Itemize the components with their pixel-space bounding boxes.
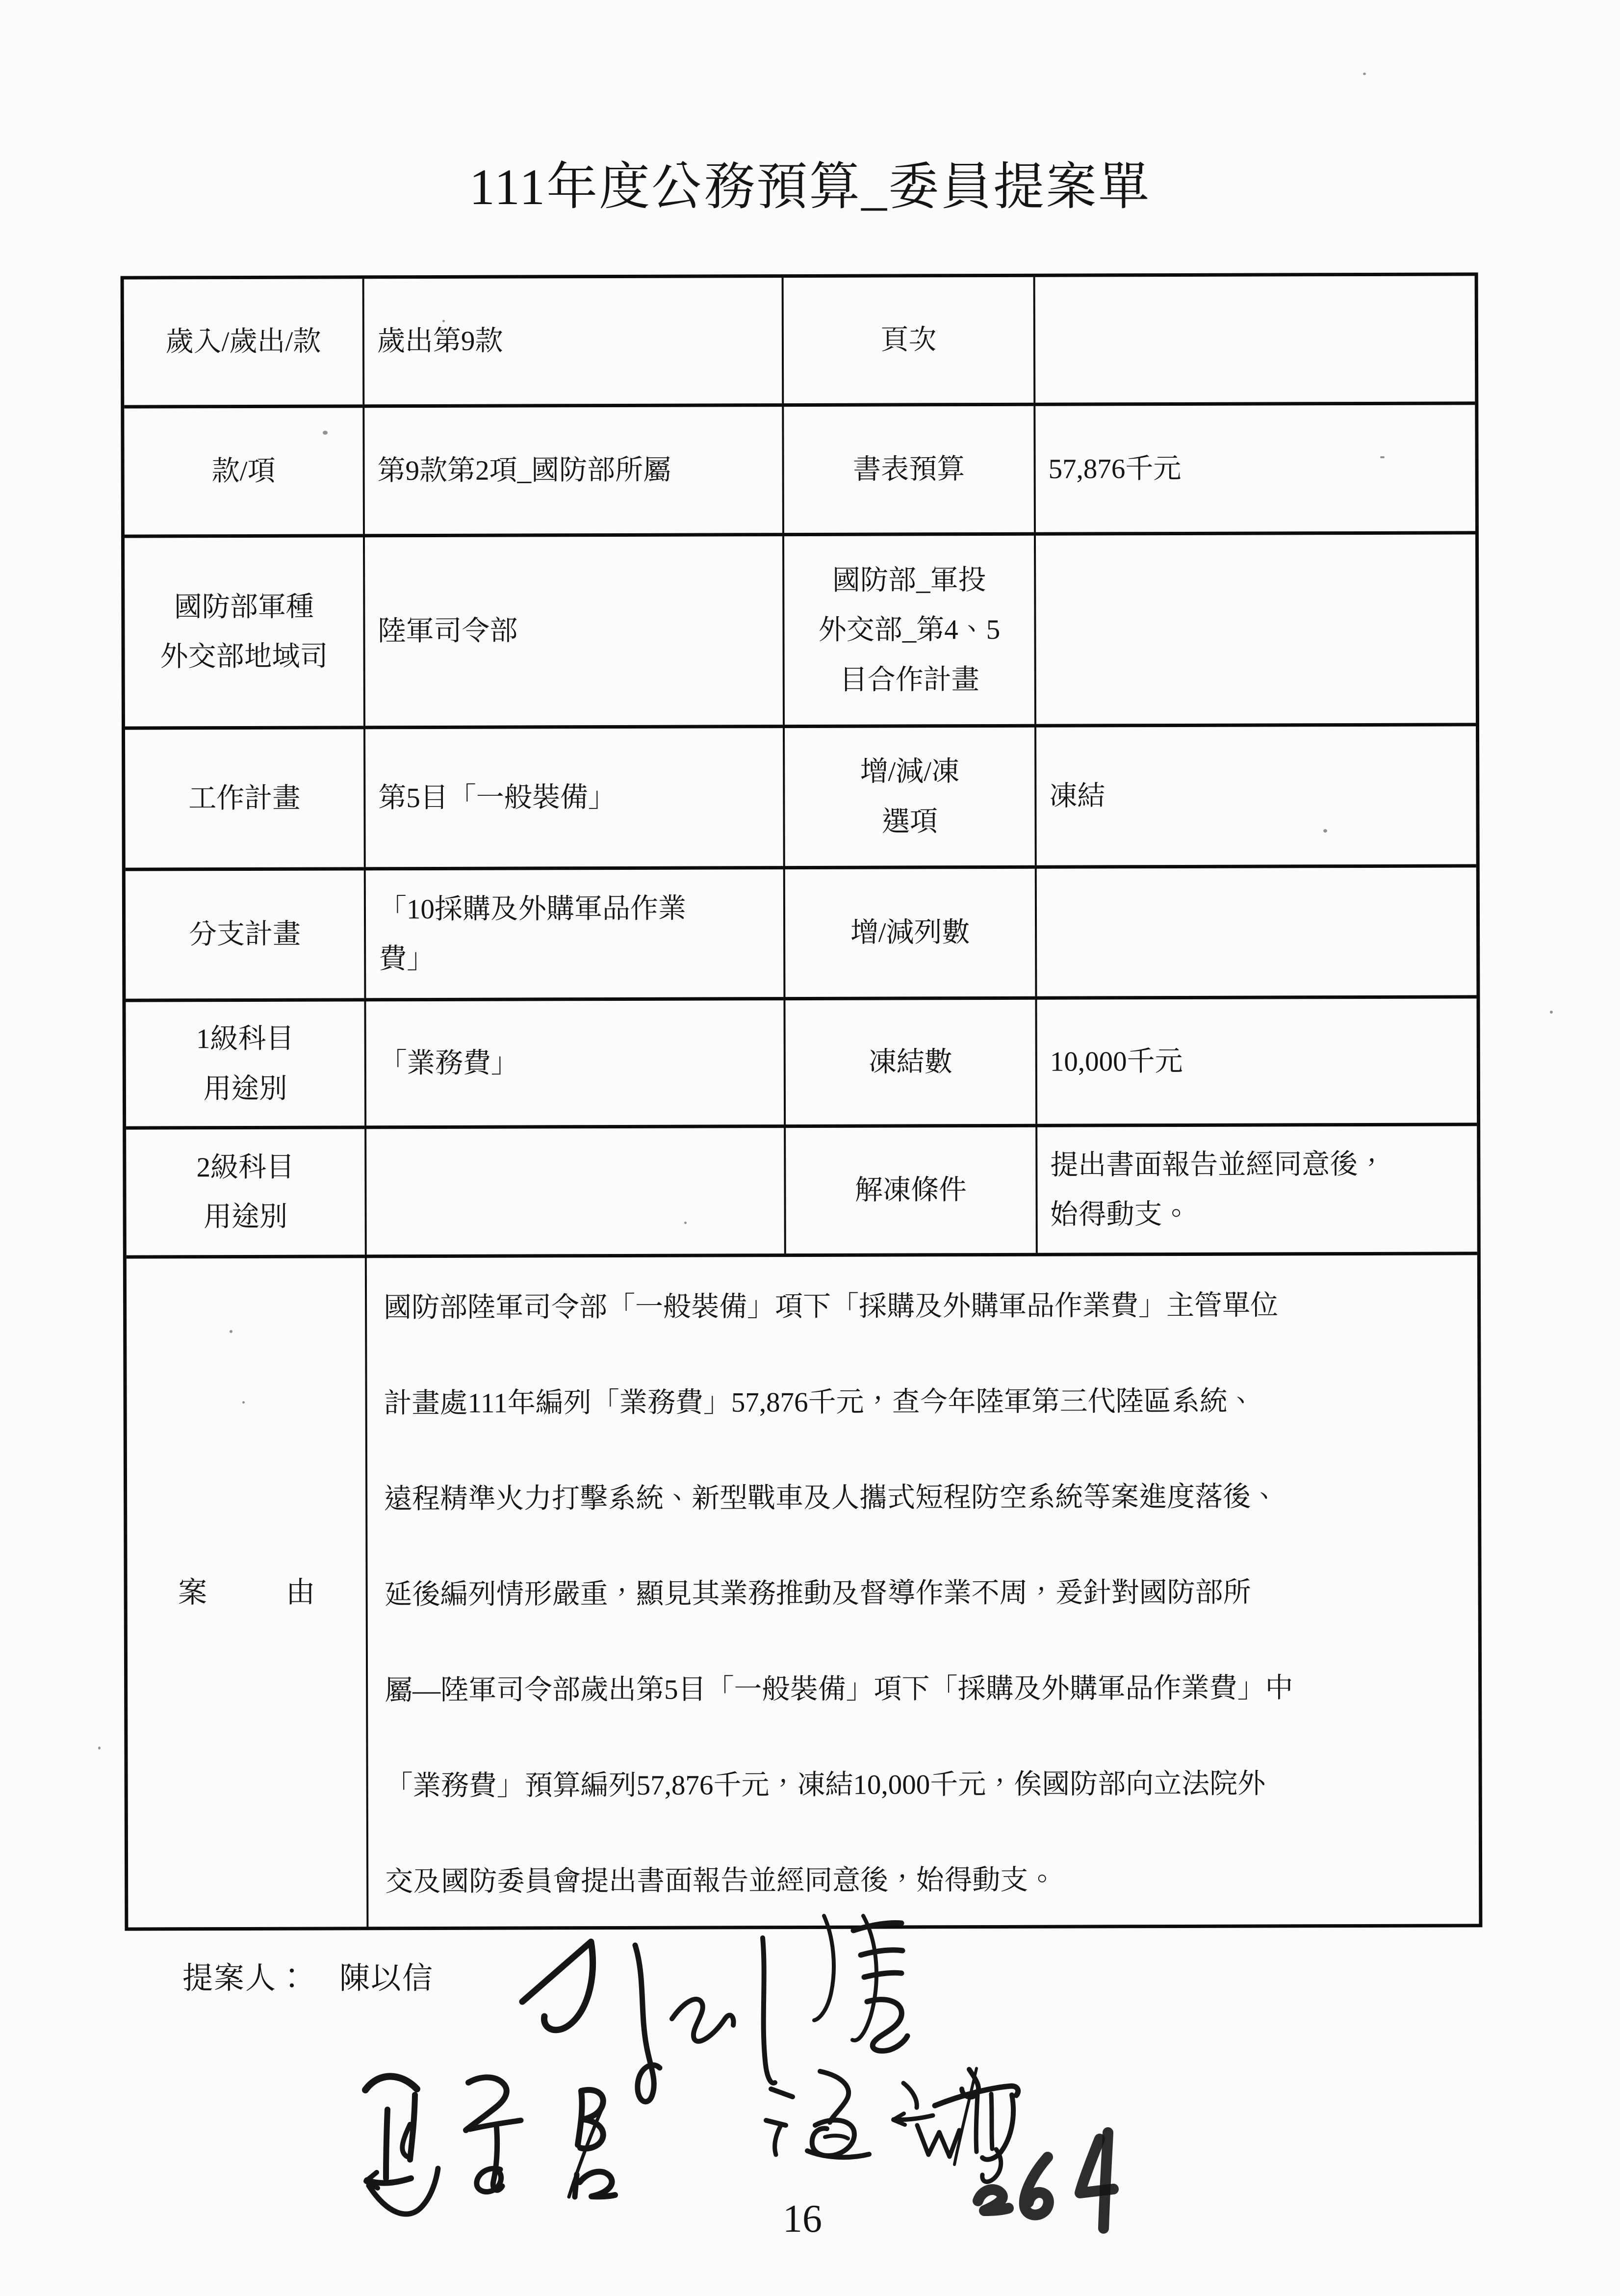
case-line: 屬—陸軍司令部歲出第5目「一般裝備」項下「採購及外購軍品作業費」中 [385, 1672, 1293, 1706]
cell-text: 解凍條件 [854, 1174, 967, 1206]
cell-text: 分支計畫 [189, 919, 301, 950]
scan-speck [1363, 73, 1366, 75]
cell-text: 書表預算 [853, 453, 965, 485]
scan-speck [1323, 829, 1327, 833]
cell-service-branch-label [125, 534, 363, 726]
cell-sub-plan-label [126, 867, 364, 998]
cell-text: 凍結 [1049, 781, 1106, 812]
cell-text-line: 外交部地域司 [160, 641, 328, 673]
scan-speck [442, 320, 445, 322]
signature-chen-yi-hsin [522, 1916, 907, 2102]
budget-table [121, 272, 1483, 1931]
cell-text: 頁次 [880, 324, 937, 356]
cell-text: 57,876千元 [1048, 453, 1182, 485]
cell-text: 「業務費」 [379, 1047, 519, 1079]
cell-text: 第5目「一般裝備」 [378, 782, 616, 814]
scan-speck [1380, 456, 1385, 458]
cell-text-line: 選項 [881, 806, 938, 837]
cell-level2-subject-label [126, 1125, 365, 1255]
cell-military-investment-value [1034, 531, 1476, 724]
cell-work-plan-value [363, 725, 783, 867]
cell-text: 陸軍司令部 [378, 615, 518, 647]
cell-text: 第9款第2項_國防部所屬 [377, 454, 671, 487]
cell-text-line: 「10採購及外購軍品作業 [378, 893, 687, 925]
cell-text: 歲入/歲出/款 [165, 326, 321, 358]
cell-book-budget-value [1033, 401, 1475, 532]
signature-second [365, 2076, 615, 2214]
scan-speck [242, 1401, 245, 1404]
case-label-char: 案 [178, 1576, 207, 1609]
cell-text-line: 國防部軍種 [174, 591, 314, 623]
scan-speck [98, 1747, 101, 1749]
page-number: 16 [783, 2197, 822, 2241]
scan-speck [230, 1330, 232, 1333]
cell-work-plan-label [125, 726, 364, 867]
cell-revenue-expenditure-label [124, 279, 363, 405]
cell-text-line: 提出書面報告並經同意後， [1050, 1148, 1386, 1181]
cell-adjust-option-value [1034, 723, 1476, 865]
cell-text: 增/減列數 [850, 917, 970, 949]
cell-revenue-expenditure-value [362, 278, 782, 404]
cell-page-index-label [782, 277, 1034, 403]
cell-level1-subject-value [364, 997, 784, 1125]
cell-text: 歲出第9款 [377, 325, 503, 357]
case-line: 計畫處111年編列「業務費」57,876千元，查今年陸軍第三代陸區系統、 [384, 1385, 1256, 1419]
cell-adjust-amount-value [1035, 864, 1477, 996]
cell-level1-subject-label [126, 998, 364, 1126]
proposer-label: 提案人： [182, 1962, 309, 1995]
cell-text-line: 始得動支。 [1050, 1199, 1190, 1230]
cell-unfreeze-condition-value [1035, 1122, 1477, 1252]
cell-unfreeze-condition-label [784, 1124, 1036, 1253]
scan-speck [684, 1222, 687, 1224]
cell-adjust-amount-label [783, 865, 1035, 997]
cell-text-line: 增/減/凍 [860, 756, 960, 787]
cell-frozen-amount-value [1035, 995, 1477, 1123]
cell-text: 10,000千元 [1050, 1045, 1183, 1077]
cell-text: 工作計畫 [188, 783, 301, 814]
cell-service-branch-value [363, 533, 783, 726]
cell-text-line: 費」 [379, 943, 435, 975]
scan-speck [1550, 1011, 1553, 1014]
cell-adjust-option-label [783, 724, 1035, 866]
case-line: 遠程精準火力打擊系統、新型戰車及人攜式短程防空系統等案進度落後、 [384, 1481, 1279, 1515]
scan-speck [323, 431, 328, 435]
cell-text-line: 2級科目 [196, 1151, 295, 1183]
signature-third [766, 2068, 1018, 2182]
cell-military-investment-label [782, 532, 1034, 725]
signatures-overlay [275, 1854, 1187, 2296]
cell-text-line: 1級科目 [196, 1023, 294, 1055]
cell-item-label [124, 404, 363, 534]
cell-text: 款/項 [211, 455, 276, 487]
handwritten-number-264 [978, 2133, 1113, 2228]
cell-text-line: 外交部_第4、5 [818, 614, 1001, 646]
cell-sub-plan-value [364, 866, 784, 998]
cell-text: 凍結數 [868, 1046, 952, 1078]
cell-text-line: 目合作計畫 [839, 664, 979, 696]
cell-page-index-value [1033, 276, 1475, 402]
cell-level2-subject-value [364, 1124, 784, 1254]
case-label-char: 由 [285, 1576, 315, 1609]
cell-text-line: 國防部_軍投 [832, 564, 986, 596]
case-line: 國防部陸軍司令部「一般裝備」項下「採購及外購軍品作業費」主管單位 [384, 1290, 1279, 1324]
cell-text-line: 用途別 [204, 1201, 288, 1233]
cell-case-description [365, 1252, 1479, 1927]
case-line: 交及國防委員會提出書面報告並經同意後，始得動支。 [385, 1864, 1056, 1898]
cell-text-line: 用途別 [203, 1073, 287, 1104]
cell-case-label [127, 1254, 367, 1927]
cell-book-budget-label [782, 403, 1034, 533]
case-line: 「業務費」預算編列57,876千元，凍結10,000千元，俟國防部向立法院外 [385, 1768, 1266, 1802]
proposer-name: 陳以信 [339, 1962, 434, 1995]
cell-frozen-amount-label [783, 996, 1035, 1124]
page-title: 111年度公務預算_委員提案單 [469, 159, 1151, 215]
case-line: 延後編列情形嚴重，顯見其業務推動及督導作業不周，爰針對國防部所 [384, 1577, 1251, 1611]
cell-item-value [362, 403, 782, 534]
